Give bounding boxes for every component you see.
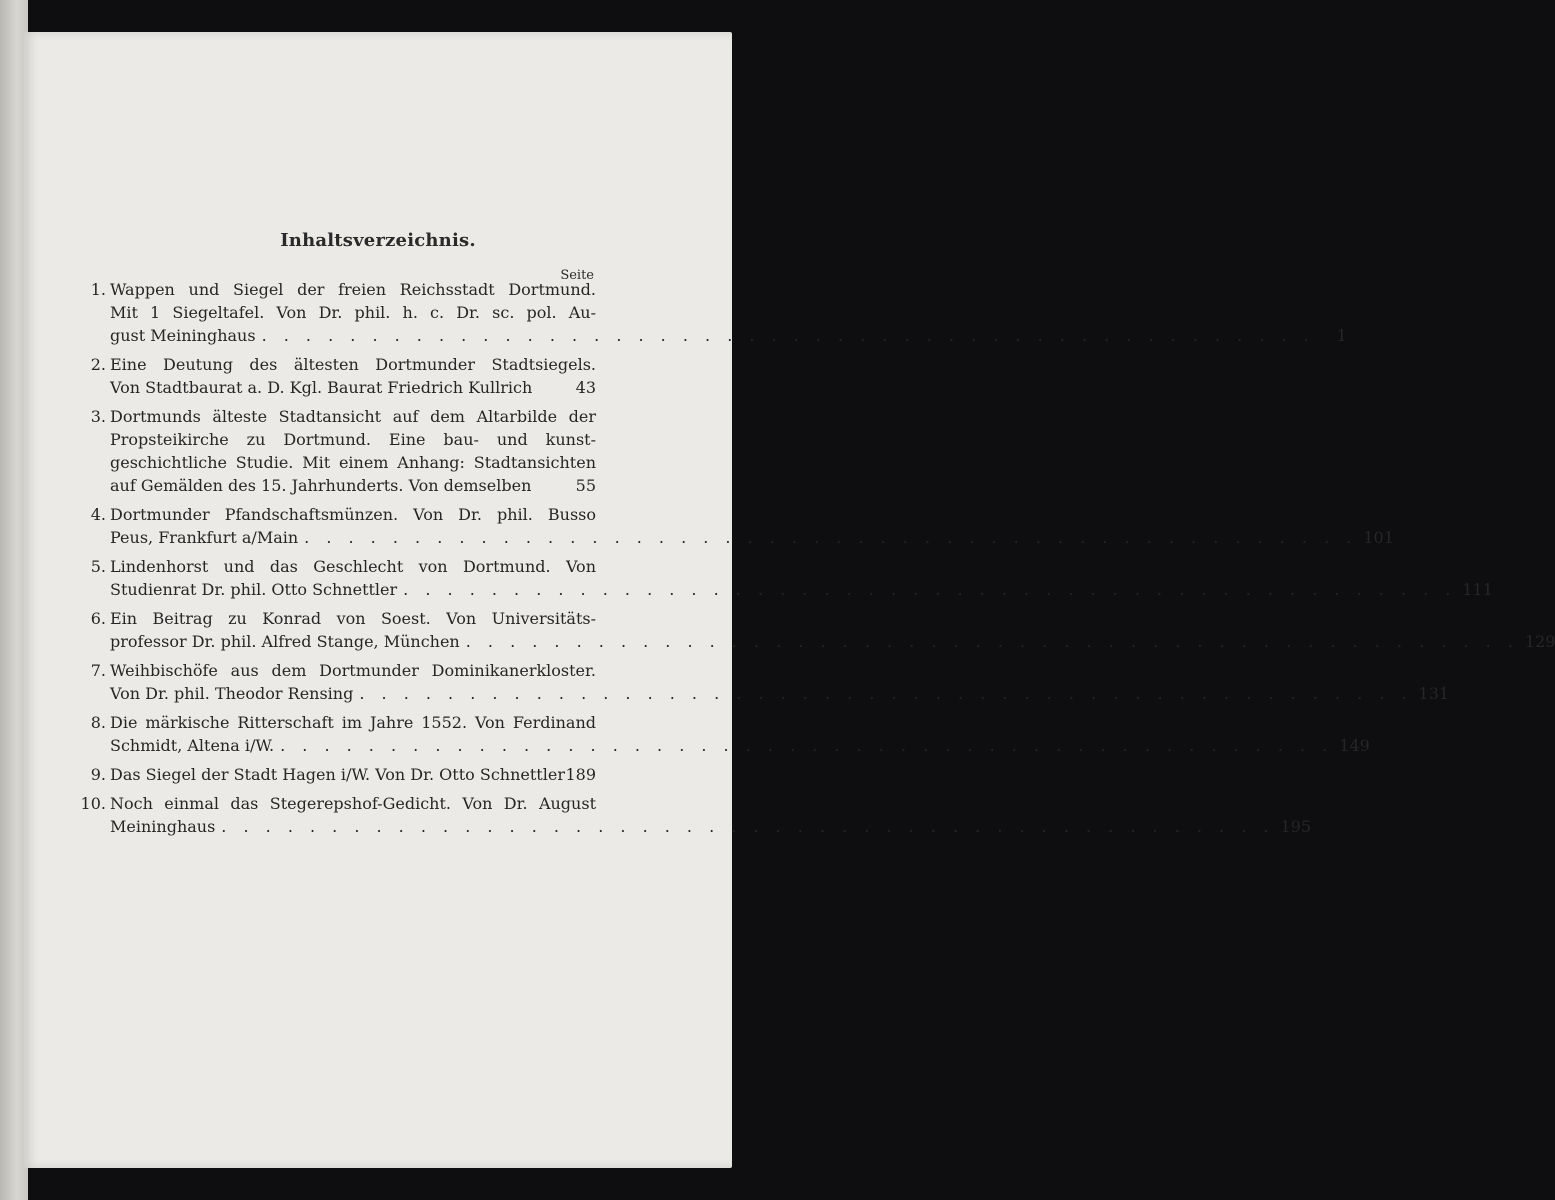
- toc-entry-text: Meininghaus: [110, 817, 216, 836]
- toc-entry-last-line: [110, 682, 1450, 705]
- toc-entry: [80, 607, 1555, 653]
- dot-leader: . . . . . . . . . . . . . . . . . . . . . . . . . . . . . . . . . . . . . . . . . . . . . . . .: [403, 580, 1457, 599]
- toc-entry: [80, 405, 596, 497]
- toc-page-number: 189: [565, 765, 596, 784]
- dot-leader: . . . . . . . . . . . . . . . . . . . . . . . . . . . . . . . . . . . . . . . . . . . . . . . .: [359, 684, 1413, 703]
- toc-entry: [80, 711, 1370, 757]
- toc-page-number: 129: [1524, 632, 1555, 651]
- toc-entry-text: professor Dr. phil. Alfred Stange, München: [110, 632, 460, 651]
- toc-entry-last-line: [110, 734, 1370, 757]
- toc-entry-line: Eine Deutung des ältesten Dortmunder Stadtsiegels.: [110, 355, 596, 374]
- toc-entry-line: Die märkische Ritterschaft im Jahre 1552. Von Ferdinand: [110, 713, 596, 732]
- toc-entry-text: Peus, Frankfurt a/Main: [110, 528, 299, 547]
- toc-entry-last-line: [110, 324, 1347, 347]
- toc-entry-line: Wappen und Siegel der freien Reichsstadt Dortmund.: [110, 280, 596, 299]
- book-page: [24, 32, 1555, 1168]
- toc-entry-last-line: [110, 578, 1493, 601]
- toc-entry-last-line: [110, 630, 1555, 653]
- toc-page-number: 1: [1336, 326, 1347, 345]
- toc-entry-line: Weihbischöfe aus dem Dortmunder Dominikanerkloster.: [110, 661, 596, 680]
- toc-entry-line: Lindenhorst und das Geschlecht von Dortmund. Von: [110, 557, 596, 576]
- dot-leader: . . . . . . . . . . . . . . . . . . . . . . . . . . . . . . . . . . . . . . . . . . . . . . . .: [304, 528, 1358, 547]
- toc-entry-number: 1.: [90, 280, 106, 299]
- toc-page-number: 111: [1462, 580, 1493, 599]
- toc-entry-last-line: [110, 376, 596, 399]
- toc-entry: [80, 763, 596, 786]
- toc-entry-line: Ein Beitrag zu Konrad von Soest. Von Universitäts-: [110, 609, 596, 628]
- toc-page-number: 131: [1418, 684, 1450, 703]
- toc-entry-last-line: [110, 474, 596, 497]
- toc-entry-text: Von Stadtbaurat a. D. Kgl. Baurat Friedrich Kullrich: [110, 378, 533, 397]
- toc-entry-line: Mit 1 Siegeltafel. Von Dr. phil. h. c. Dr. sc. pol. Au-: [110, 303, 596, 322]
- toc-entry-line: Dortmunds älteste Stadtansicht auf dem Altarbilde der: [110, 407, 596, 426]
- toc-entry: [80, 555, 1493, 601]
- toc-page-number: 55: [575, 476, 596, 495]
- toc-entry: [80, 503, 1394, 549]
- toc-page-number: 43: [575, 378, 596, 397]
- toc-entry-number: 5.: [90, 557, 106, 576]
- toc-entry-number: 10.: [80, 794, 106, 813]
- toc-entry-text: Das Siegel der Stadt Hagen i/W. Von Dr. Otto Schnettler: [110, 765, 565, 784]
- toc-entry-number: 3.: [90, 407, 106, 426]
- toc-page-number: 149: [1339, 736, 1370, 755]
- toc-entry: [80, 659, 1450, 705]
- toc-entry-text: Studienrat Dr. phil. Otto Schnettler: [110, 580, 398, 599]
- toc-entry-last-line: [110, 526, 1394, 549]
- dot-leader: . . . . . . . . . . . . . . . . . . . . . . . . . . . . . . . . . . . . . . . . . . . . . . . .: [221, 817, 1275, 836]
- toc-page-number: 101: [1363, 528, 1394, 547]
- dot-leader: . . . . . . . . . . . . . . . . . . . . . . . . . . . . . . . . . . . . . . . . . . . . . . . .: [465, 632, 1519, 651]
- page-title: Inhaltsverzeichnis.: [280, 230, 476, 251]
- toc-entry-number: 7.: [90, 661, 106, 680]
- toc-entry-line: Dortmunder Pfandschaftsmünzen. Von Dr. phil. Busso: [110, 505, 596, 524]
- toc-entry-text: gust Meininghaus: [110, 326, 256, 345]
- toc-entry: [80, 278, 1347, 347]
- toc-page-number: 195: [1280, 817, 1312, 836]
- table-of-contents: [80, 278, 1555, 844]
- toc-entry-number: 6.: [90, 609, 106, 628]
- toc-entry-text: auf Gemälden des 15. Jahrhunderts. Von demselben: [110, 476, 532, 495]
- toc-entry-number: 9.: [90, 765, 106, 784]
- toc-entry-last-line: [110, 763, 596, 786]
- toc-entry-number: 2.: [90, 355, 106, 374]
- page-column-header: Seite: [560, 268, 594, 283]
- toc-entry-number: 4.: [90, 505, 106, 524]
- toc-entry-text: Schmidt, Altena i/W.: [110, 736, 275, 755]
- toc-entry: [80, 792, 1312, 838]
- toc-entry-line: geschichtliche Studie. Mit einem Anhang: Stadtansichten: [110, 453, 596, 472]
- dot-leader: . . . . . . . . . . . . . . . . . . . . . . . . . . . . . . . . . . . . . . . . . . . . . . . .: [280, 736, 1334, 755]
- dot-leader: . . . . . . . . . . . . . . . . . . . . . . . . . . . . . . . . . . . . . . . . . . . . . . . .: [261, 326, 1315, 345]
- toc-entry-line: Propsteikirche zu Dortmund. Eine bau- und kunst-: [110, 430, 596, 449]
- toc-entry-last-line: [110, 815, 1312, 838]
- toc-entry-line: Noch einmal das Stegerepshof-Gedicht. Von Dr. August: [110, 794, 596, 813]
- toc-entry: [80, 353, 596, 399]
- toc-entry-number: 8.: [90, 713, 106, 732]
- toc-entry-text: Von Dr. phil. Theodor Rensing: [110, 684, 354, 703]
